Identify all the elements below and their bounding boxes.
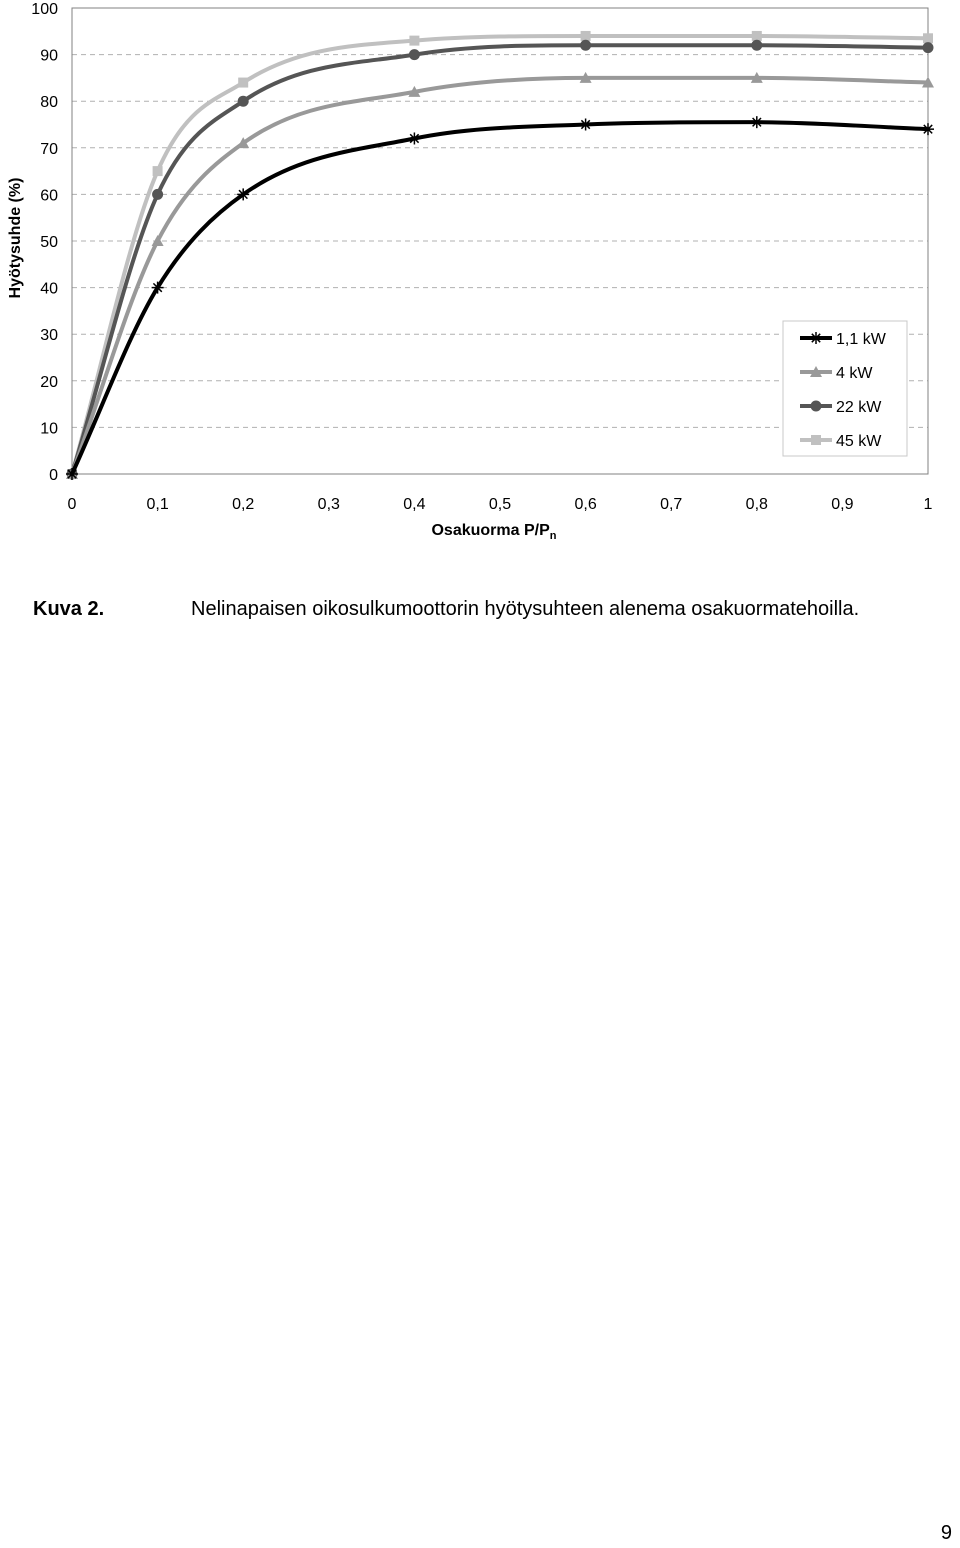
data-point (152, 189, 163, 200)
x-axis-label-subscript: n (549, 530, 557, 542)
x-tick-label: 0,5 (488, 496, 512, 513)
data-point (752, 31, 762, 41)
data-point (238, 78, 248, 88)
data-point (923, 42, 934, 53)
y-axis-label: Hyötysuhde (%) (7, 177, 24, 299)
marker-shape (923, 42, 934, 53)
x-tick-label: 0,2 (232, 496, 255, 513)
y-tick-label: 20 (40, 373, 58, 391)
x-tick-label: 0,1 (146, 496, 169, 513)
y-tick-label: 40 (40, 280, 58, 298)
legend-label: 22 kW (836, 399, 882, 416)
legend (783, 321, 907, 456)
marker-shape (580, 40, 591, 51)
y-tick-label: 50 (40, 234, 58, 251)
legend-marker (811, 401, 822, 412)
data-point (922, 123, 934, 135)
y-tick-label: 60 (40, 187, 58, 205)
marker-shape (153, 166, 163, 176)
x-axis-label-main: Osakuorma P/P (431, 522, 550, 539)
legend-marker (810, 332, 822, 344)
y-tick-label: 100 (31, 1, 58, 18)
data-point (153, 166, 163, 176)
data-point (237, 188, 249, 200)
y-tick-label: 30 (40, 327, 58, 345)
marker-shape (751, 40, 762, 51)
x-tick-label: 0,9 (831, 496, 854, 513)
marker-shape (923, 33, 933, 43)
legend-label: 45 kW (836, 433, 882, 450)
caption-text: Nelinapaisen oikosulkumoottorin hyötysuhteen alenema osakuormatehoilla. (191, 598, 860, 620)
x-tick-label: 1 (923, 496, 933, 513)
data-point (580, 40, 591, 51)
marker-shape (811, 401, 822, 412)
x-tick-label: 0,7 (660, 496, 683, 513)
legend-marker (811, 435, 821, 445)
y-tick-label: 80 (40, 94, 58, 112)
legend-label: 1,1 kW (836, 331, 886, 348)
y-tick-label: 10 (40, 420, 58, 438)
y-tick-labels (31, 1, 58, 484)
data-point (409, 36, 419, 46)
data-point (581, 31, 591, 41)
x-tick-label: 0 (67, 496, 77, 513)
data-point (580, 119, 592, 131)
marker-shape (811, 435, 821, 445)
efficiency-chart (0, 0, 960, 560)
marker-shape (409, 49, 420, 60)
marker-shape (238, 78, 248, 88)
y-tick-label: 70 (40, 140, 58, 158)
x-tick-label: 0,4 (403, 496, 426, 513)
data-point (238, 96, 249, 107)
marker-shape (238, 96, 249, 107)
legend-label: 4 kW (836, 365, 873, 382)
data-point (66, 468, 78, 480)
data-point (751, 116, 763, 128)
marker-shape (752, 31, 762, 41)
x-tick-label: 0,8 (745, 496, 768, 513)
caption-label: Kuva 2. (33, 598, 105, 620)
x-tick-label: 0,6 (574, 496, 597, 513)
y-tick-label: 90 (40, 47, 58, 65)
x-tick-labels (68, 496, 933, 513)
data-point (408, 132, 420, 144)
marker-shape (409, 36, 419, 46)
x-tick-label: 0,3 (317, 496, 340, 513)
data-point (409, 49, 420, 60)
marker-shape (581, 31, 591, 41)
marker-shape (152, 189, 163, 200)
x-axis-label (431, 522, 556, 542)
data-point (751, 40, 762, 51)
y-tick-label: 0 (49, 467, 58, 484)
page-number: 9 (940, 1522, 952, 1544)
data-point (923, 33, 933, 43)
